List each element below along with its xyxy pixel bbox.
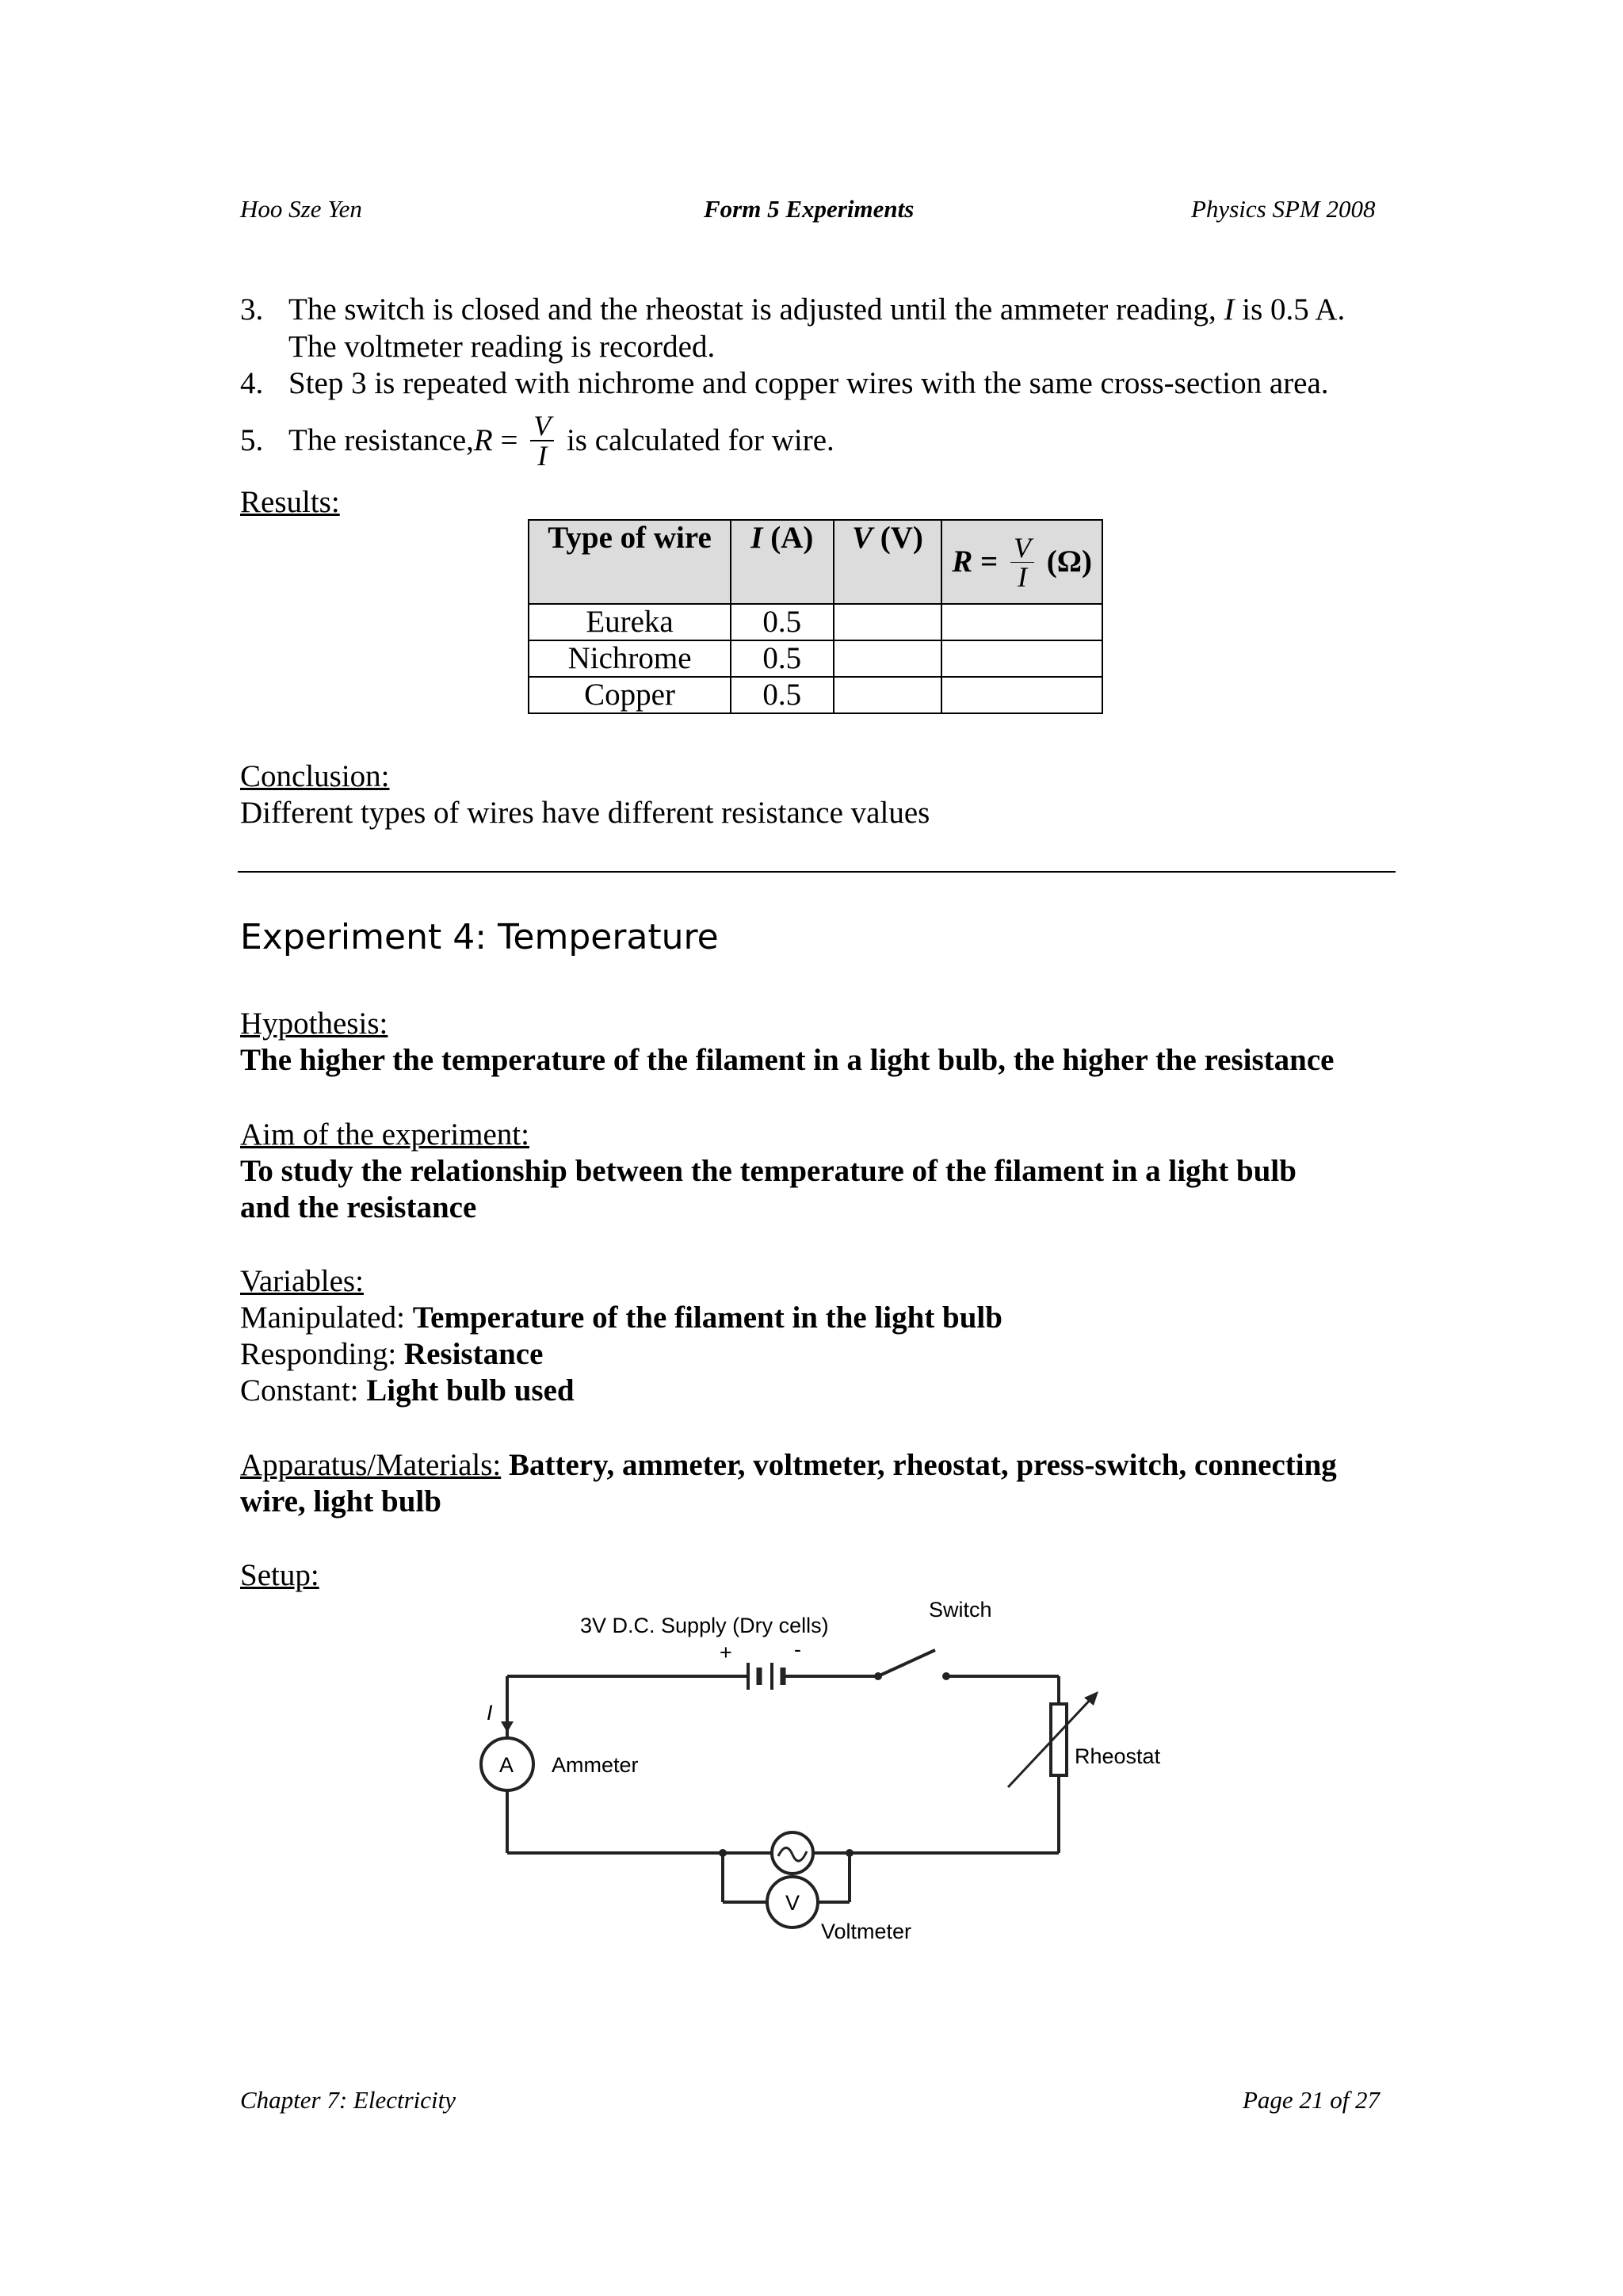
step-5-number: 5. — [240, 423, 264, 457]
apparatus-line-2: wire, light bulb — [240, 1484, 441, 1519]
rheostat-label: Rheostat — [1075, 1744, 1161, 1768]
conclusion-label: Conclusion: — [240, 759, 390, 793]
circuit-diagram — [444, 1585, 1189, 1958]
step-5-text-a: The resistance, — [288, 423, 474, 457]
step-3-line-2: The voltmeter reading is recorded. — [288, 330, 716, 364]
switch-contact-right — [942, 1672, 950, 1680]
col-header-type: Type of wire — [529, 520, 731, 604]
cell-resistance — [941, 640, 1102, 677]
table-row — [529, 604, 1102, 640]
step-5-equals: = — [492, 423, 526, 457]
footer-chapter: Chapter 7: Electricity — [240, 2086, 456, 2114]
col-header-resistance-unit: (Ω) — [1039, 544, 1092, 579]
junction-left — [719, 1849, 727, 1857]
plus-label: + — [720, 1641, 732, 1664]
cell-voltage — [834, 604, 942, 640]
col-header-current-unit: (A) — [762, 521, 814, 555]
voltmeter-symbol-label: V — [785, 1891, 800, 1915]
responding-variable — [240, 1336, 543, 1373]
step-4-number: 4. — [240, 366, 264, 400]
ammeter-label: Ammeter — [552, 1753, 639, 1777]
col-header-resistance-fraction — [1010, 533, 1034, 591]
cell-voltage — [834, 677, 942, 713]
step-5-fraction-numerator: V — [530, 411, 554, 441]
variables-label: Variables: — [240, 1264, 364, 1298]
cell-wire: Eureka — [529, 604, 731, 640]
header-subject: Physics SPM 2008 — [1191, 195, 1376, 223]
step-3-text — [288, 292, 1345, 328]
responding-value: Resistance — [403, 1337, 544, 1371]
cell-wire: Nichrome — [529, 640, 731, 677]
step-3-text-a: The switch is closed and the rheostat is adjusted until the ammeter reading, — [288, 292, 1224, 327]
experiment-title: Experiment 4: Temperature — [240, 917, 719, 957]
col-header-resistance — [941, 520, 1102, 604]
conclusion-text: Different types of wires have different resistance values — [240, 796, 930, 830]
step-3-text-b: is 0.5 A. — [1234, 292, 1346, 327]
switch-contact-left — [874, 1672, 882, 1680]
current-label: I — [487, 1701, 493, 1725]
results-table-header-row — [529, 520, 1102, 604]
aim-line-2: and the resistance — [240, 1190, 477, 1224]
constant-value: Light bulb used — [366, 1373, 575, 1408]
apparatus-line-1 — [240, 1447, 1337, 1484]
results-label: Results: — [240, 485, 340, 519]
table-row — [529, 640, 1102, 677]
hypothesis-text: The higher the temperature of the filament in a light bulb, the higher the resistance — [240, 1043, 1335, 1077]
cell-resistance — [941, 604, 1102, 640]
results-table — [528, 519, 1103, 714]
switch-lever — [878, 1650, 935, 1676]
col-header-voltage-unit: (V) — [872, 521, 923, 555]
step-5-var-r: R — [473, 423, 493, 457]
header-author: Hoo Sze Yen — [240, 195, 362, 223]
junction-right — [846, 1849, 854, 1857]
cell-current: 0.5 — [731, 640, 833, 677]
cell-current: 0.5 — [731, 677, 833, 713]
step-5-text — [288, 403, 834, 479]
apparatus-label: Apparatus/Materials: — [240, 1448, 502, 1482]
manipulated-variable — [240, 1300, 1002, 1336]
step-3-var: I — [1224, 292, 1235, 327]
section-divider — [238, 871, 1396, 873]
aim-line-1: To study the relationship between the temperature of the filament in a light bulb — [240, 1154, 1296, 1188]
aim-label: Aim of the experiment: — [240, 1117, 529, 1152]
step-5-fraction — [530, 411, 554, 470]
col-header-resistance-denominator: I — [1018, 560, 1028, 593]
footer-page: Page 21 of 27 — [1243, 2086, 1381, 2114]
col-header-current-var: I — [750, 521, 763, 555]
switch-label: Switch — [929, 1598, 992, 1622]
voltmeter-label: Voltmeter — [821, 1920, 912, 1943]
col-header-resistance-var: R — [952, 544, 973, 579]
step-5-text-b: is calculated for wire. — [559, 423, 834, 457]
col-header-voltage — [834, 520, 942, 604]
step-3-number: 3. — [240, 292, 264, 327]
col-header-current — [731, 520, 833, 604]
col-header-resistance-numerator: V — [1010, 533, 1034, 563]
header-title: Form 5 Experiments — [704, 195, 915, 223]
hypothesis-label: Hypothesis: — [240, 1007, 388, 1041]
minus-label: - — [794, 1637, 801, 1661]
cell-wire: Copper — [529, 677, 731, 713]
current-arrow-head — [501, 1721, 514, 1733]
step-5-fraction-denominator: I — [537, 440, 548, 472]
step-4-text: Step 3 is repeated with nichrome and copper wires with the same cross-section area. — [288, 366, 1329, 400]
constant-label: Constant: — [240, 1373, 367, 1408]
ammeter-symbol-label: A — [499, 1753, 514, 1777]
constant-variable — [240, 1373, 575, 1409]
cell-current: 0.5 — [731, 604, 833, 640]
supply-label: 3V D.C. Supply (Dry cells) — [580, 1614, 829, 1637]
col-header-resistance-eq: = — [972, 544, 1006, 579]
setup-label: Setup: — [240, 1558, 319, 1592]
cell-resistance — [941, 677, 1102, 713]
col-header-voltage-var: V — [851, 521, 873, 555]
responding-label: Responding: — [240, 1337, 404, 1371]
apparatus-list-part-1: Battery, ammeter, voltmeter, rheostat, press-switch, connecting — [501, 1448, 1337, 1482]
manipulated-label: Manipulated: — [240, 1301, 413, 1335]
table-row — [529, 677, 1102, 713]
manipulated-value: Temperature of the filament in the light bulb — [412, 1301, 1002, 1335]
cell-voltage — [834, 640, 942, 677]
